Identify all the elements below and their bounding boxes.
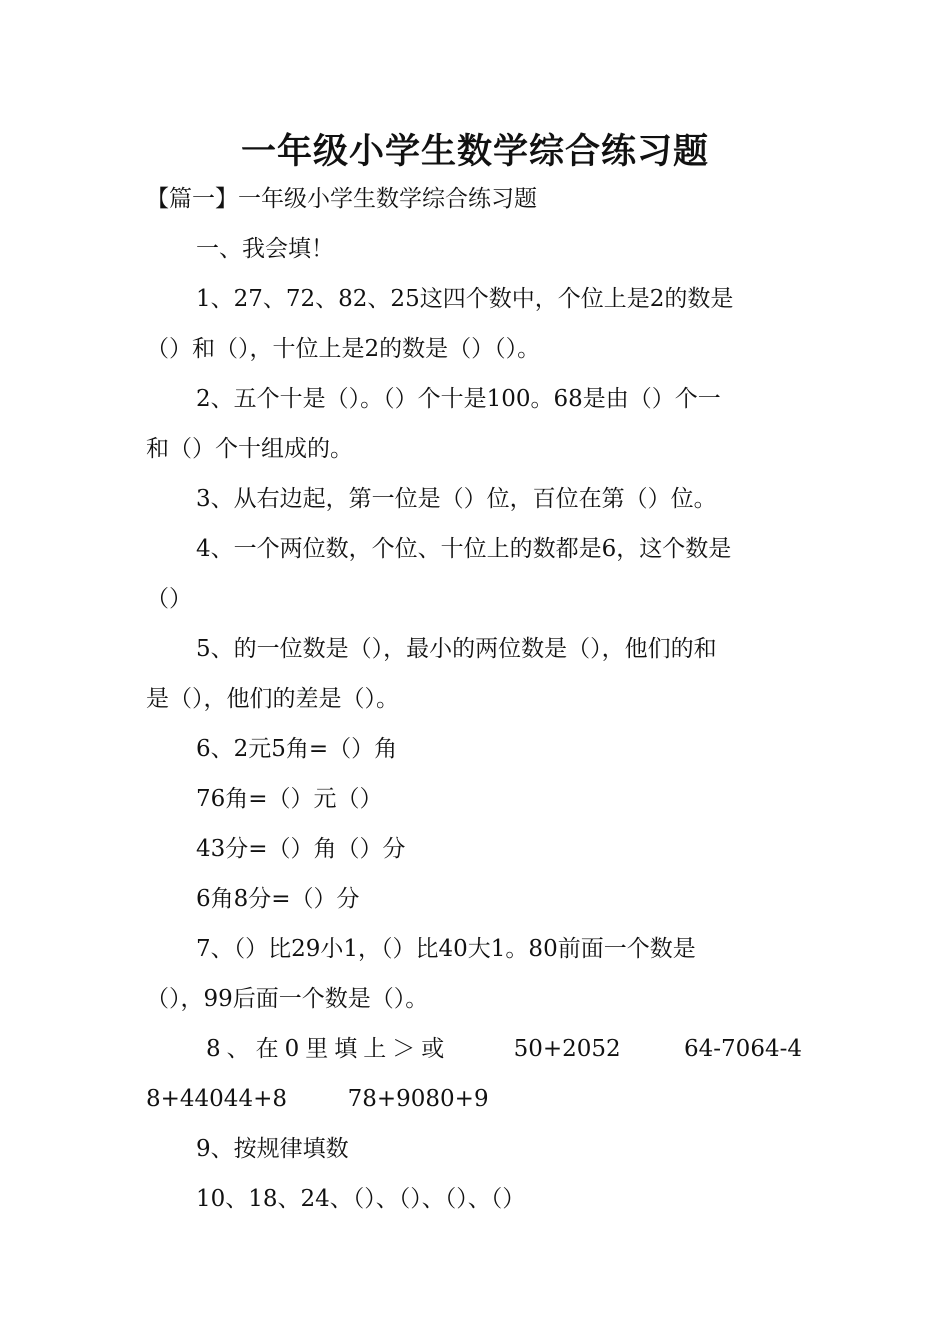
question-2-line-1: 2、五个十是（）。（）个十是100。68是由（）个一: [196, 386, 721, 412]
question-8-expression-3: 8+44044+8: [146, 1086, 287, 1112]
part-heading: 一、我会填！: [196, 236, 334, 262]
question-6-line-2: 76角=（）元（）: [196, 786, 383, 812]
question-5-line-2: 是（），他们的差是（）。: [146, 686, 399, 712]
question-1-line-2: （）和（），十位上是2的数是（）（）。: [146, 336, 541, 362]
question-8-line-1: [206, 1034, 802, 1064]
question-8-prompt: 8、在0里填上＞或: [206, 1036, 451, 1062]
document-title: 一年级小学生数学综合练习题: [240, 132, 709, 172]
question-8-expression-4: 78+9080+9: [347, 1086, 489, 1112]
question-8-expression-1: 50+2052: [513, 1036, 621, 1062]
question-8-expression-2: 64-7064-4: [684, 1036, 802, 1062]
question-4-line-1: 4、一个两位数，个位、十位上的数都是6，这个数是: [196, 536, 732, 562]
question-9-line-1: 9、按规律填数: [196, 1136, 349, 1162]
question-8-line-2: [146, 1084, 489, 1114]
question-7-line-1: 7、（）比29小1，（）比40大1。80前面一个数是: [196, 936, 696, 962]
question-6-line-3: 43分=（）角（）分: [196, 836, 406, 862]
question-7-line-2: （），99后面一个数是（）。: [146, 986, 429, 1012]
question-5-line-1: 5、的一位数是（），最小的两位数是（），他们的和: [196, 636, 717, 662]
question-1-line-1: 1、27、72、82、25这四个数中，个位上是2的数是: [196, 286, 734, 312]
section-heading: 【篇一】一年级小学生数学综合练习题: [146, 186, 537, 212]
question-4-line-2: （）: [146, 586, 192, 612]
question-3-line-1: 3、从右边起，第一位是（）位，百位在第（）位。: [196, 486, 717, 512]
question-6-line-1: 6、2元5角=（）角: [196, 736, 398, 762]
question-2-line-2: 和（）个十组成的。: [146, 436, 353, 462]
question-10-line-1: 10、18、24、（）、（）、（）、（）: [196, 1186, 526, 1212]
question-6-line-4: 6角8分=（）分: [196, 886, 360, 912]
